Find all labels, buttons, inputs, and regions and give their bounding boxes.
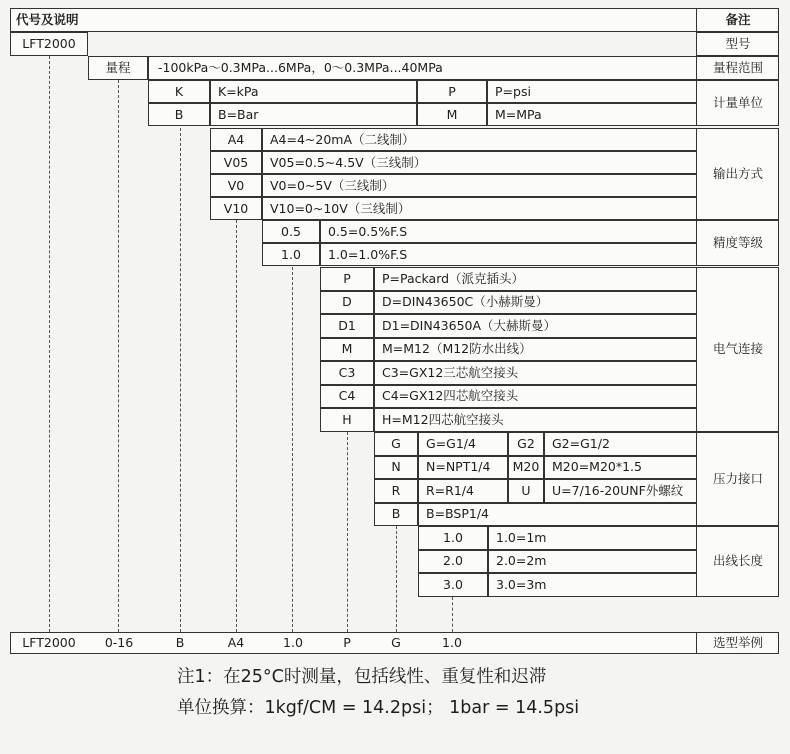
pressure-desc2: U=7/16-20UNF外螺纹 xyxy=(552,482,684,498)
output-code: V10 xyxy=(223,200,249,216)
pressure-remark: 压力接口 xyxy=(712,471,763,486)
range-value: -100kPa～0.3MPa...6MPa，0～0.3MPa...40MPa xyxy=(158,60,443,75)
pressure-code: B xyxy=(391,506,401,522)
electrical-desc: D1=DIN43650A（大赫斯曼） xyxy=(382,317,557,333)
output-code: V05 xyxy=(223,154,249,170)
unit-desc: B=Bar xyxy=(218,106,259,122)
electrical-code: H xyxy=(342,411,352,427)
electrical-desc: P=Packard（派克插头） xyxy=(382,270,525,286)
connector-dashed-line xyxy=(180,128,181,632)
cable-desc: 2.0=2m xyxy=(496,553,547,569)
output-remark: 输出方式 xyxy=(712,166,763,181)
output-code: A4 xyxy=(227,131,245,147)
unit-code2: M xyxy=(446,106,458,122)
connector-dashed-line xyxy=(118,80,119,632)
cable-code: 3.0 xyxy=(443,576,463,592)
pressure-desc: B=BSP1/4 xyxy=(426,506,489,522)
unit-desc2: M=MPa xyxy=(495,106,542,122)
output-desc: V10=0~10V（三线制） xyxy=(270,200,411,216)
example-value: 1.0 xyxy=(442,635,462,650)
connector-dashed-line xyxy=(452,597,453,632)
cable-code: 1.0 xyxy=(443,529,463,545)
pressure-desc: N=NPT1/4 xyxy=(426,459,491,475)
cable-remark: 出线长度 xyxy=(712,553,763,569)
electrical-code: D1 xyxy=(338,317,356,333)
unit-desc: K=kPa xyxy=(218,83,259,99)
connector-dashed-line xyxy=(292,267,293,632)
pressure-desc2: M20=M20*1.5 xyxy=(552,459,642,475)
electrical-desc: C4=GX12四芯航空接头 xyxy=(382,388,519,404)
output-desc: V0=0~5V（三线制） xyxy=(270,177,395,193)
electrical-desc: C3=GX12三芯航空接头 xyxy=(382,364,519,380)
model-code: LFT2000 xyxy=(22,36,76,51)
electrical-code: D xyxy=(342,294,352,310)
example-value: G xyxy=(391,635,401,650)
example-value: 0-16 xyxy=(104,635,134,650)
example-value: A4 xyxy=(227,635,245,650)
output-desc: A4=4~20mA（二线制） xyxy=(270,131,415,147)
example-remark: 选型举例 xyxy=(712,635,763,650)
pressure-desc: G=G1/4 xyxy=(426,435,476,451)
electrical-desc: D=DIN43650C（小赫斯曼） xyxy=(382,294,549,310)
output-desc: V05=0.5~4.5V（三线制） xyxy=(270,154,427,170)
accuracy-remark: 精度等级 xyxy=(712,235,763,250)
accuracy-code: 0.5 xyxy=(281,223,301,239)
cable-desc: 1.0=1m xyxy=(496,529,547,545)
note-line-2: 单位换算：1kgf/CM = 14.2psi； 1bar = 14.5psi xyxy=(177,698,580,718)
header-title: 代号及说明 xyxy=(16,12,79,27)
unit-code: K xyxy=(174,83,184,99)
electrical-desc: H=M12四芯航空接头 xyxy=(382,411,504,427)
pressure-code2: M20 xyxy=(512,459,540,475)
connector-dashed-line xyxy=(236,220,237,632)
accuracy-desc: 1.0=1.0%F.S xyxy=(328,246,408,262)
electrical-code: M xyxy=(341,341,353,357)
unit-remark: 计量单位 xyxy=(712,95,763,110)
electrical-desc: M=M12（M12防水出线） xyxy=(382,341,532,357)
model-label: 型号 xyxy=(725,36,751,51)
header-remark: 备注 xyxy=(725,12,751,27)
example-value: B xyxy=(175,635,185,650)
range-label: 量程 xyxy=(105,60,131,75)
electrical-code: C3 xyxy=(338,364,356,380)
example-value: LFT2000 xyxy=(22,635,76,650)
accuracy-desc: 0.5=0.5%F.S xyxy=(328,223,408,239)
cable-desc: 3.0=3m xyxy=(496,576,547,592)
example-value: P xyxy=(343,635,351,650)
connector-dashed-line xyxy=(49,56,50,632)
pressure-code2: U xyxy=(521,482,531,498)
electrical-remark: 电气连接 xyxy=(712,341,763,357)
cable-code: 2.0 xyxy=(443,553,463,569)
electrical-code: P xyxy=(343,270,351,286)
electrical-code: C4 xyxy=(338,388,356,404)
pressure-code: G xyxy=(391,435,401,451)
pressure-code: R xyxy=(391,482,401,498)
connector-dashed-line xyxy=(396,526,397,632)
pressure-code2: G2 xyxy=(517,435,535,451)
pressure-desc: R=R1/4 xyxy=(426,482,474,498)
pressure-desc2: G2=G1/2 xyxy=(552,435,610,451)
example-value: 1.0 xyxy=(283,635,303,650)
unit-desc2: P=psi xyxy=(495,83,531,99)
pressure-code: N xyxy=(391,459,401,475)
connector-dashed-line xyxy=(347,432,348,632)
output-code: V0 xyxy=(227,177,245,193)
unit-code2: P xyxy=(448,83,456,99)
note-line-1: 注1：在25°C时测量，包括线性、重复性和迟滞 xyxy=(177,667,547,687)
range-remark: 量程范围 xyxy=(712,60,763,75)
accuracy-code: 1.0 xyxy=(281,246,301,262)
unit-code: B xyxy=(174,106,184,122)
